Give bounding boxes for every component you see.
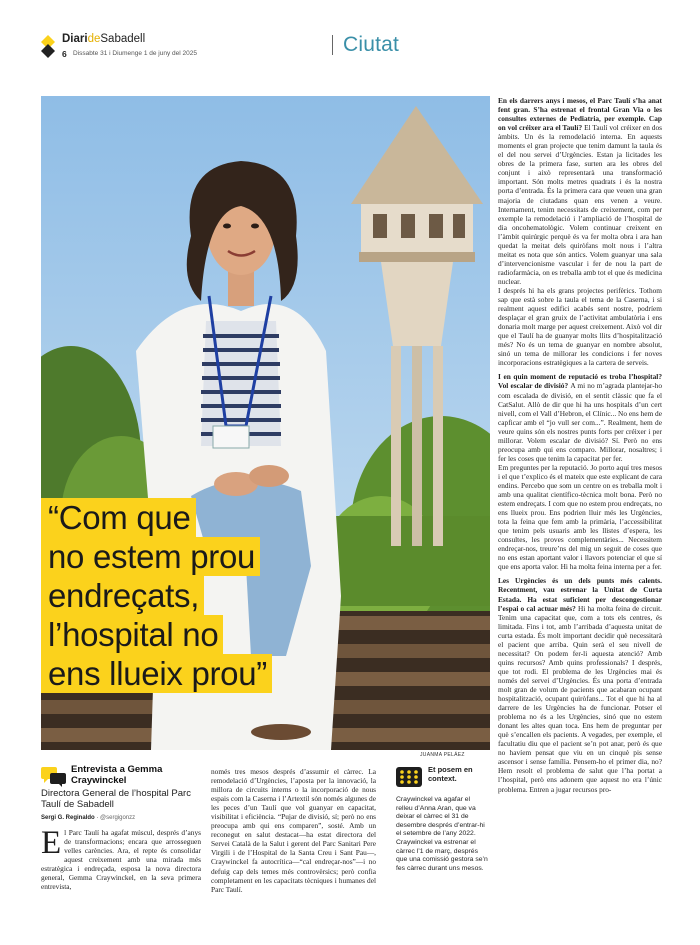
intro-text: només tres mesos després d’assumir el càrrec. La remodelació d’Urgències, l’aposta per la innovació, la millora de circuits interns o la incorporació de nous espais com la Caserna i l’Artextil són només algunes de les peces d’un Taulí que vol guanyar en capacitat, visibilitat i eficiència. “Pujar de divisió, sí; però no ens preocupa amb qui ens comparen”, sosté. Amb un reconegut en salut destacat—ha estat directora del Servei Català de la Salut i gerent del Parc Sanitari Pere Virgili i de l’Hospital de la Santa Creu i Sant Pau—, Craywinckel fa autocrítica—“cal endreçar-nos”—i no defuig cap dels temes més controvèrsics; però confia completament en les capacitats tècniques i humanes del Parc Taulí.	[211, 767, 376, 894]
interview-paragraph	[498, 286, 662, 367]
interview-paragraph	[498, 96, 662, 286]
pull-quote-line: “Com que	[41, 498, 196, 537]
masthead	[40, 30, 660, 70]
interview-kicker: Entrevista a Gemma Craywinckel	[71, 764, 163, 786]
author-name: Sergi G. Reginaldo	[41, 815, 95, 821]
interview-answer: I després hi ha els grans projectes perifèrics. Tothom sap que està sobre la taula el tema de la Caserna, i si realment aquest edifici acabés sent nostre, podríem desplaçar el gran gruix de l’activitat ambulatòria i ens donaria molt marge per aquest creixement. Això vol dir que el Taulí ha de guanyar molts llits d’hospitalització més? No és un tema de guanyar en nombre absolut, sinó un tema de millorar les condicions i fer noves incorporacions estratègiques a la cartera de serveis.	[498, 285, 662, 368]
interview-answer: El Taulí vol créixer en dos àmbits. Un és la remodelació interna. En aquests moments el gran projecte que tenim damunt la taula és el del nou servei d’Urgències. Estan ja licitades les obres de la primera fase, surten ara les obres del conjunt i això representarà una transformació important. Són molts metres quadrats i és la nostra porta d’entrada. És la primera cara que veuen una gran majoria de ciutadans quan ens venen a veure. Internament, tenim necessitats de creixement, com per exemple la remodelació i l’ampliació de l’hospital de dia oncohematològic. Volem continuar creixent en l’àmbit quirúrgic perquè és va fer molta obra i ara han quedat la meitat dels quiròfans molt nous i l’altra meitat es nota que són antics. Volem guanyar una sala d’intervencionisme vascular i fer de nou la part de radiofarmàcia, on es treballa amb tot el que és medicina nuclear.	[498, 123, 662, 286]
interview-answer: Hi ha molta feina de circuit. Tenim una capacitat que, com a tots els centres, és limitada. Fins i tot, amb l’arribada d’aquesta unitat de curta estada. És molt important decidir què necessitarà el pacient que arriba. Quin serà el seu nivell de necessitat? On podem fer-li aquesta atenció? Amb quins recursos? Amb quins professionals? I després, que tot rodi. El problema de les Urgències mai és només del servei d’Urgències. És una porta d’entrada molt gran de volum de pacients que acabaran ocupant hospitalització, ocupant quiròfans... Tot el que hi ha al darrere de les Urgències ha de funcionar. Potser el problema no és a les Urgències, sinó que no estem donant les altes quan toca. Ens hem de preguntar per què s’encallen els pacients. A vegades, per exemple, el facultatiu diu que el pacient se’n pot anar, però és que no havíem pensat que viu en un cinquè pis sense ascensor i sense família. Pensem-ho el primer dia, no? Hem resolt el problema de salut que l’ha portat a l’hospital, però ens adonem que aquest no era l’únic problema. Entren a jugar recursos pro-	[498, 603, 662, 794]
brand-name	[62, 33, 145, 45]
drop-cap: E	[41, 825, 62, 861]
dots-grid-icon	[396, 767, 422, 787]
section-title: Ciutat	[343, 33, 400, 56]
pull-quote	[41, 498, 351, 693]
brand-name-part3: Sabadell	[100, 33, 146, 45]
interview-question: I en quin moment de reputació es troba l’hospital? Vol escalar de divisió?	[498, 372, 662, 391]
interview-answer: A mi no m’agrada plantejar-ho com escalada de divisió, en el sentit clàssic que fa el CatSalut. Allò de dir que hi ha uns hospitals d’un cert nivell, com el Vall d’Hebron, el Clínic... No ens hem de capficar amb el “jo vull ser com...”. Realment, hem de veure quins són els nostres punts forts per créixer i per millorar. Volem escalar de divisió? Sí. Però no ens preocupa amb qui ens comparo. Millorar, nosaltres; i fer les coses que tenim la capacitat per fer.	[498, 381, 662, 463]
context-title: Et posem en context.	[428, 765, 473, 783]
intro-text-column-1	[41, 825, 201, 892]
brand-name-part1: Diari	[62, 33, 88, 45]
interview-paragraph	[498, 463, 662, 572]
issue-date: Dissabte 31 i Diumenge 1 de juny del 2025	[73, 50, 197, 57]
pull-quote-line: endreçats,	[41, 576, 204, 615]
interview-paragraph	[498, 372, 662, 462]
interviewee-role: Directora General de l’hospital Parc Taulí de Sabadell	[41, 788, 191, 810]
context-body: Craywinckel va agafar el relleu d’Anna Aran, que va deixar el càrrec el 31 de desembre després d’entrar-hi el setembre de l’any 2022. Craywinckel va estrenar el càrrec l’1 de març, després que una comissió gestora se’n fes càrrec durant uns mesos.	[396, 796, 488, 872]
interview-question: En els darrers anys i mesos, el Parc Taulí s’ha anat fent gran. S’ha estrenat el frontal Gran Via o les consultes externes de Pediatria, per exemple. Cap on vol créixer ara el Taulí?	[498, 96, 662, 133]
header-divider	[332, 35, 333, 55]
intro-text: l Parc Taulí ha agafat múscul, després d’anys de transformacions; encara que arrosseguen velles carències. Ara, el repte és consolidar aquest creixement amb una mirada més estratègica i endreçada, esposa la nova directora general, Gemma Craywinckel, en la seva primera entrevista,	[41, 828, 201, 892]
interview-answer: Em preguntes per la reputació. Jo porto aquí tres mesos i el que t’explico és el mateix que este explicant de cara endins. Percebo que som un centre on es treballa molt i amb una qualitat científico-tècnica molt bona. Però no estem endreçats. I com que no estem prou endreçats, no ens llueix prou. Ens podrien lluir més les Urgències, tota la feina que fem amb la primària, l’accessibilitat que tenim pels usuaris amb les llistes d’espera, les consultes, les proves complementàries... Necessitem endreçar-nos, treure’ns del mig un seguit de coses que no ens estan aportant valor i llavors potenciar el que sí que ens aporta valor. Hi ha molta feina interna per a fer.	[498, 462, 662, 572]
photo-credit: JUANMA PELÁEZ	[420, 752, 465, 758]
pull-quote-line: ens llueix prou”	[41, 654, 272, 693]
interview-question: Les Urgències és un dels punts més calents. Recentment, vau estrenar la Unitat de Curta Estada. Ha estat suficient per descongestionar l’espai o cal actuar més?	[498, 576, 662, 613]
interview-paragraph	[498, 576, 662, 793]
brand-name-part2: de	[87, 33, 101, 45]
page-number: 6	[62, 49, 67, 59]
pull-quote-line: no estem prou	[41, 537, 260, 576]
interview-column	[498, 96, 662, 794]
newspaper-logo-icon	[40, 34, 56, 58]
pull-quote-line: l’hospital no	[41, 615, 223, 654]
byline: Sergi G. Reginaldo · @sergigonzz	[41, 815, 136, 821]
author-handle: @sergigonzz	[100, 815, 136, 821]
intro-text-column-2	[211, 767, 376, 894]
chat-bubbles-icon	[41, 767, 67, 787]
